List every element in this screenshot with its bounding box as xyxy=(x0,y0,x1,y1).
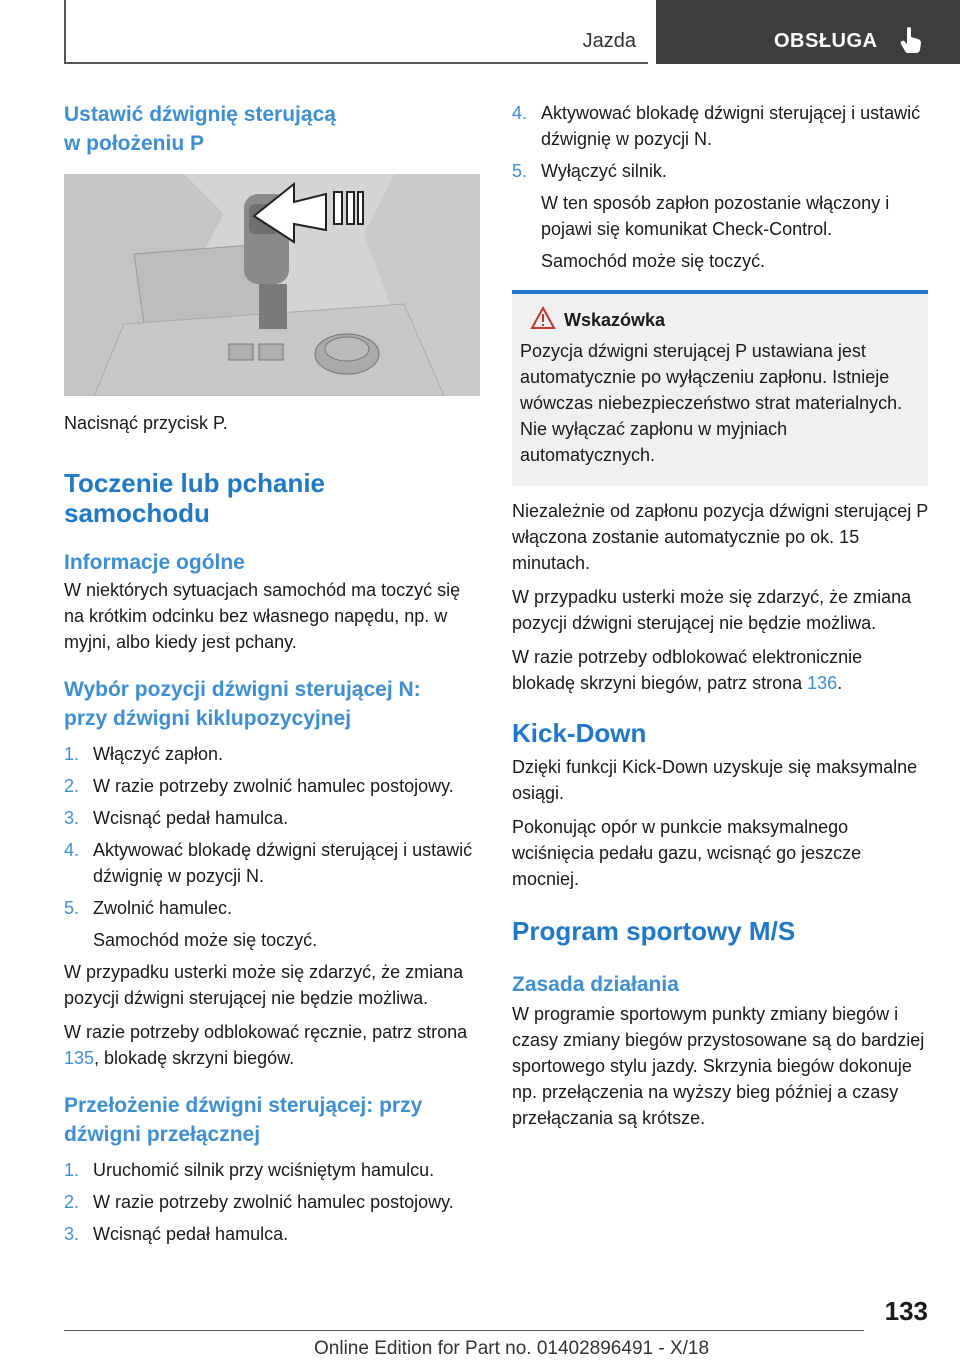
list-item: 3. Wcisnąć pedał hamulca. xyxy=(64,1224,289,1244)
list-item: 2. W razie potrzeby zwolnić hamulec postojowy. xyxy=(64,1192,454,1212)
auto-p-text: Niezależnie od zapłonu pozycja dźwigni sterującej P włączona zostanie automatycznie po ok. 15 minutach. xyxy=(512,501,928,573)
list-item: 4. Aktywować blokadę dźwigni sterującej i ustawić dźwignię w pozycji N. xyxy=(512,103,921,149)
principle-heading: Zasada działania xyxy=(512,973,679,996)
page-number: 133 xyxy=(884,1296,928,1326)
header-section-label: Jazda xyxy=(582,30,636,52)
rolling-section-heading: Toczenie lub pchanie samochodu xyxy=(64,468,326,528)
hand-pointer-icon xyxy=(898,26,924,54)
header-chapter-label: OBSŁUGA xyxy=(774,30,878,52)
switch-lever-steps xyxy=(64,1157,480,1247)
sport-program-heading: Program sportowy M/S xyxy=(512,916,796,946)
general-info-text: W niektórych sytuacjach samochód ma toczyć się na krótkim odcinku bez własnego napędu, np. w myjni, albo kiedy jest pchany. xyxy=(64,580,461,652)
fault-text: W przypadku usterki może się zdarzyć, że zmiana pozycji dźwigni sterującej nie będzie możliwa. xyxy=(512,587,912,633)
switch-lever-heading: Przełożenie dźwigni sterującej: przy dźwigni przełącznej xyxy=(64,1094,423,1146)
list-item: 5. Wyłączyć silnik. xyxy=(512,161,667,181)
left-column xyxy=(64,100,480,1253)
step-result: Samochód może się toczyć. xyxy=(93,930,318,950)
page-link-135[interactable]: 135 xyxy=(64,1048,95,1068)
note-title: Wskazówka xyxy=(564,308,920,332)
list-item: 5. Zwolnić hamulec. xyxy=(64,898,233,918)
warning-triangle-icon xyxy=(530,306,556,330)
kickdown-heading: Kick-Down xyxy=(512,718,647,748)
shift-p-heading: Ustawić dźwignię sterującą w położeniu P xyxy=(64,103,336,155)
right-column xyxy=(512,100,928,1131)
note-text: Pozycja dźwigni sterującej P ustawiana jest automatycznie po wyłączeniu zapłonu. Istnieje wówczas niebezpieczeństwo strat materialnych. Nie wyłączać zapłonu w myjniach automatycznych. xyxy=(520,341,903,465)
list-item: 2. W razie potrzeby zwolnić hamulec postojowy. xyxy=(64,776,454,796)
list-item: 3. Wcisnąć pedał hamulca. xyxy=(64,808,289,828)
warning-note-box xyxy=(512,290,928,486)
electronic-unlock-text: W razie potrzeby odblokować elektronicznie blokadę skrzyni biegów, patrz strona 136. xyxy=(512,647,863,693)
footer-divider xyxy=(64,1330,864,1331)
list-item: 4. Aktywować blokadę dźwigni sterującej i ustawić dźwignię w pozycji N. xyxy=(64,840,473,886)
kickdown-text-2: Pokonując opór w punkcie maksymalnego wciśnięcia pedału gazu, wcisnąć go jeszcze mocniej. xyxy=(512,817,862,889)
select-n-heading: Wybór pozycji dźwigni sterującej N: przy dźwigni kiklupozycyjnej xyxy=(64,678,421,730)
step-result: Samochód może się toczyć. xyxy=(541,251,766,271)
edition-footer: Online Edition for Part no. 01402896491 - X/18 xyxy=(314,1338,710,1359)
continued-steps xyxy=(512,100,928,274)
list-item: 1. Włączyć zapłon. xyxy=(64,744,224,764)
manual-unlock-text: W razie potrzeby odblokować ręcznie, patrz strona 135, blokadę skrzyni biegów. xyxy=(64,1022,468,1068)
select-fault-text: W przypadku usterki może się zdarzyć, że zmiana pozycji dźwigni sterującej nie będzie możliwa. xyxy=(64,962,464,1008)
principle-text: W programie sportowym punkty zmiany biegów i czasy zmiany biegów przystosowane są do bardziej sportowego stylu jazdy. Skrzynia biegów dokonuje np. przełączenia na wyższy bieg później a czasy przełączania są krótsze. xyxy=(512,1004,925,1128)
kickdown-text-1: Dzięki funkcji Kick-Down uzyskuje się maksymalne osiągi. xyxy=(512,757,918,803)
header-chapter-tab xyxy=(656,0,960,64)
image-caption: Nacisnąć przycisk P. xyxy=(64,413,228,433)
step-detail: W ten sposób zapłon pozostanie włączony i pojawi się komunikat Check-Control. xyxy=(541,193,890,239)
select-n-steps xyxy=(64,741,480,953)
header-section-tab xyxy=(64,0,648,64)
page-link-136[interactable]: 136 xyxy=(807,673,838,693)
gear-selector-illustration xyxy=(64,174,480,396)
general-info-heading: Informacje ogólne xyxy=(64,551,245,574)
list-item: 1. Uruchomić silnik przy wciśniętym hamulcu. xyxy=(64,1160,435,1180)
